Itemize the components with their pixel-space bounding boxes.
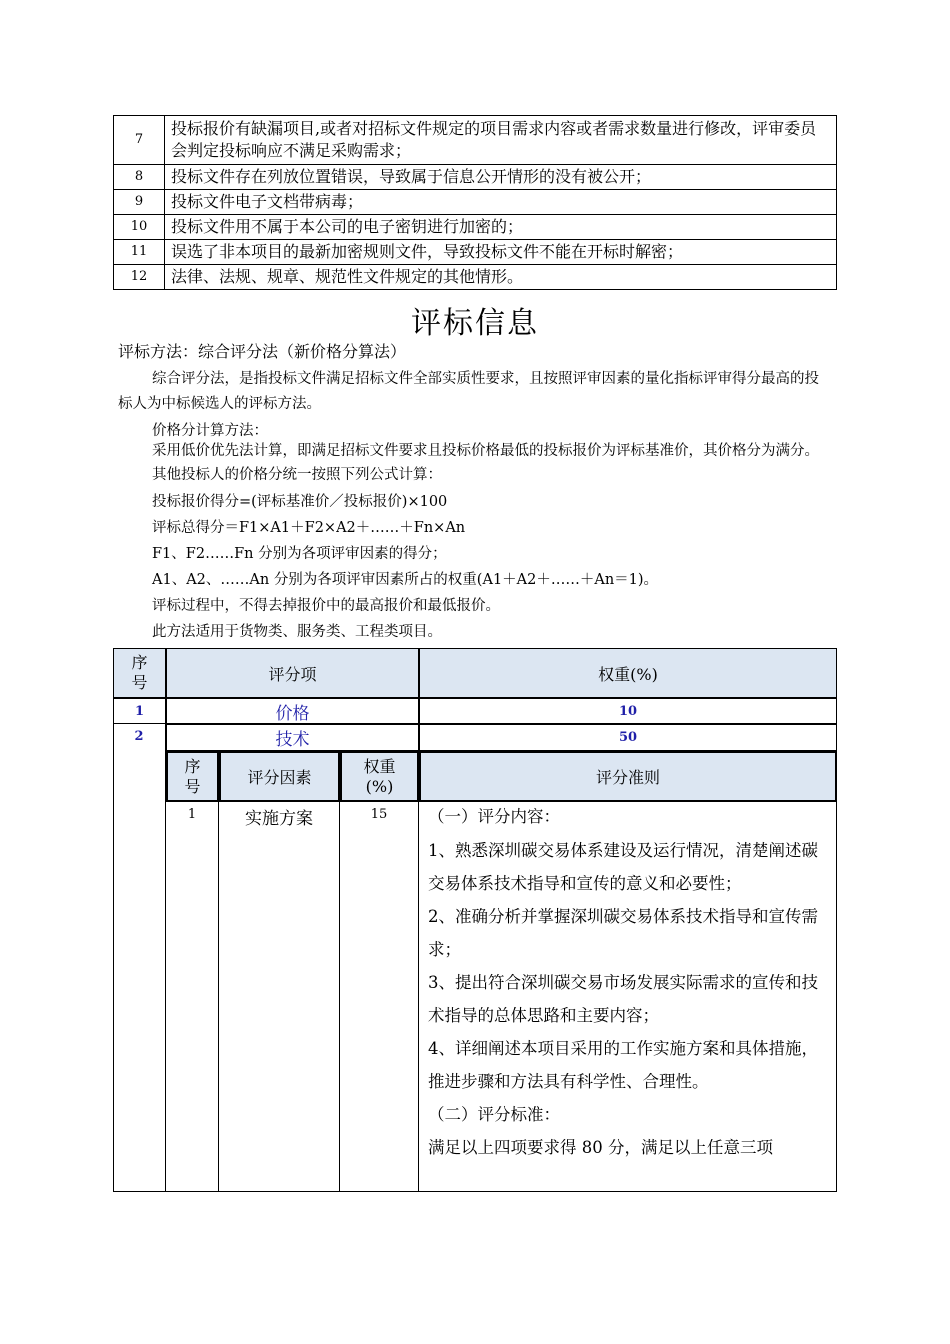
criteria-line: 满足以上四项要求得 80 分，满足以上任意三项 (428, 1138, 773, 1157)
criteria-line: （二）评分标准： (428, 1105, 560, 1124)
criteria-line: 4、详细阐述本项目采用的工作实施方案和具体措施，推进步骤和方法具有科学性、合理性。 (428, 1039, 818, 1091)
formula-a: A1、A2、……An 分别为各项评审因素所占的权重(A1＋A2＋……＋An＝1)。 (152, 572, 659, 588)
row-number: 8 (114, 165, 165, 190)
row-text: 投标文件存在列放位置错误，导致属于信息公开情形的没有被公开； (165, 165, 837, 190)
row-text: 误选了非本项目的最新加密规则文件，导致投标文件不能在开标时解密； (165, 240, 837, 265)
table-row (114, 215, 837, 240)
header-weight: 权重(%) (419, 648, 837, 698)
header-seq: 序号 (113, 648, 166, 698)
table-row (114, 116, 837, 165)
row-text: 法律、法规、规章、规范性文件规定的其他情形。 (165, 265, 837, 290)
price-calc-heading: 价格分计算方法： (152, 423, 268, 439)
formula-f: F1、F2……Fn 分别为各项评审因素的得分； (152, 546, 447, 562)
row-item: 技术 (166, 724, 419, 751)
price-calc-text: 采用低价优先法计算，即满足招标文件要求且投标价格最低的投标报价为评标基准价，其价格分为满分。其他投标人的价格分统一按照下列公式计算： (152, 443, 819, 483)
subheader-weight: 权重(%) (340, 751, 419, 802)
disqualify-table (113, 115, 837, 290)
note-price: 评标过程中，不得去掉报价中的最高报价和最低报价。 (152, 598, 500, 614)
note-scope: 此方法适用于货物类、服务类、工程类项目。 (152, 624, 442, 640)
subrow-factor: 实施方案 (219, 802, 340, 1192)
row-number: 11 (114, 240, 165, 265)
row-number: 9 (114, 190, 165, 215)
table-row (114, 165, 837, 190)
subheader-seq: 序号 (166, 751, 219, 802)
criteria-line: 3、提出符合深圳碳交易市场发展实际需求的宣传和技术指导的总体思路和主要内容； (428, 973, 818, 1025)
row-text: 投标文件电子文档带病毒； (165, 190, 837, 215)
criteria-line: （一）评分内容： (428, 807, 560, 826)
table-row (114, 240, 837, 265)
subrow-criteria (428, 804, 828, 1164)
row-seq: 2 (113, 724, 166, 1192)
row-number: 7 (114, 116, 165, 165)
table-row (114, 190, 837, 215)
row-item: 价格 (166, 698, 419, 724)
section-title: 评标信息 (411, 306, 539, 341)
row-text: 投标报价有缺漏项目,或者对招标文件规定的项目需求内容或者需求数量进行修改，评审委员会判定投标响应不满足采购需求； (165, 116, 837, 165)
criteria-line: 2、准确分析并掌握深圳碳交易体系技术指导和宣传需求； (428, 907, 818, 959)
criteria-line: 1、熟悉深圳碳交易体系建设及运行情况，清楚阐述碳交易体系技术指导和宣传的意义和必要性； (428, 841, 818, 893)
method-heading: 评标方法：综合评分法（新价格分算法） (118, 342, 407, 361)
subheader-criteria: 评分准则 (419, 751, 837, 802)
method-description: 综合评分法，是指投标文件满足招标文件全部实质性要求，且按照评审因素的量化指标评审得分最高的投标人为中标候选人的评标方法。 (118, 371, 819, 412)
header-item: 评分项 (166, 648, 419, 698)
subrow-seq: 1 (166, 802, 219, 1192)
subheader-factor: 评分因素 (219, 751, 340, 802)
row-number: 10 (114, 215, 165, 240)
row-weight: 10 (419, 698, 837, 724)
formula-total: 评标总得分＝F1×A1＋F2×A2＋……＋Fn×An (152, 520, 466, 536)
table-row (114, 265, 837, 290)
row-number: 12 (114, 265, 165, 290)
row-text: 投标文件用不属于本公司的电子密钥进行加密的； (165, 215, 837, 240)
subrow-weight: 15 (340, 802, 419, 1192)
row-seq: 1 (113, 698, 166, 724)
formula-score: 投标报价得分=(评标基准价／投标报价)×100 (152, 494, 448, 510)
row-weight: 50 (419, 724, 837, 751)
